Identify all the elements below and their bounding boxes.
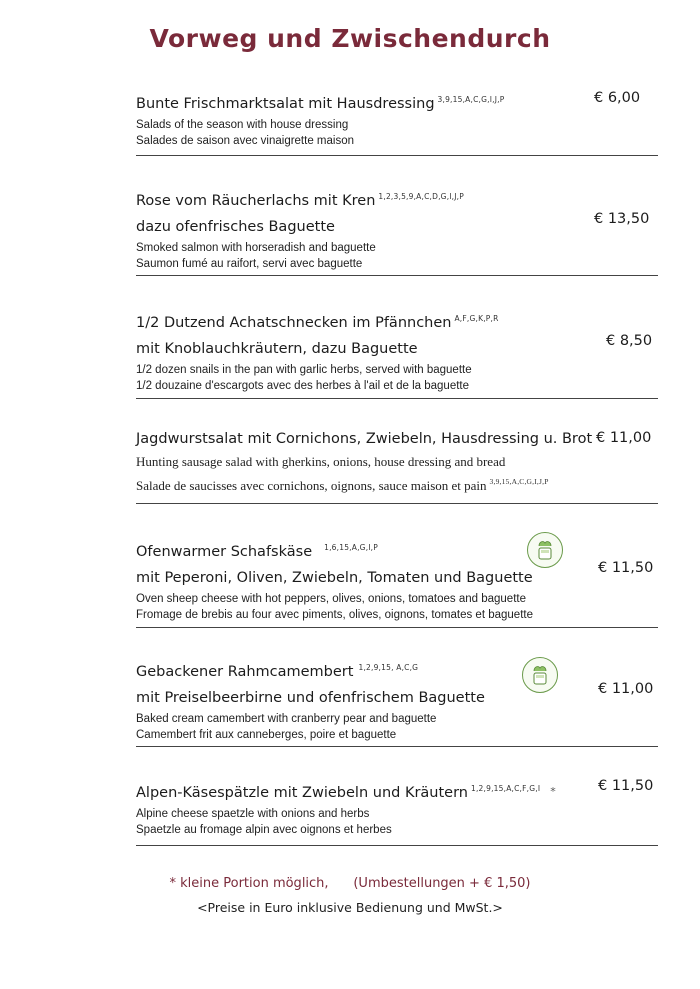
dish-description-fr: Salade de saucisses avec cornichons, oignons, sauce maison et pain <box>136 478 487 493</box>
divider <box>136 398 658 399</box>
dish-description-en: Hunting sausage salad with gherkins, onions, house dressing and bread <box>136 454 506 469</box>
dish-price: € 11,50 <box>598 778 654 794</box>
dish-description-fr: Saumon fumé au raifort, servi avec baguette <box>136 258 363 270</box>
allergen-codes: 1,6,15,A,G,I,P <box>324 543 378 552</box>
menu-item <box>136 535 666 623</box>
divider <box>136 275 658 276</box>
allergen-codes: A,F,G,K,P,R <box>454 314 499 323</box>
small-portion-text: * kleine Portion möglich, <box>169 876 329 891</box>
dish-name-line2: mit Peperoni, Oliven, Zwiebeln, Tomaten und Baguette <box>136 570 533 586</box>
dish-name-line2: mit Preiselbeerbirne und ofenfrischem Baguette <box>136 690 485 706</box>
dish-description-en: Salads of the season with house dressing <box>136 119 349 131</box>
divider <box>136 746 658 747</box>
vegetarian-badge-icon <box>527 532 563 568</box>
menu-item <box>136 184 666 272</box>
dish-description-fr: Fromage de brebis au four avec piments, olives, oignons, tomates et baguette <box>136 609 533 621</box>
dish-price: € 11,00 <box>596 430 652 446</box>
dish-name: Bunte Frischmarktsalat mit Hausdressing <box>136 96 435 112</box>
dish-price: € 11,50 <box>598 560 654 576</box>
rebooking-surcharge-text: (Umbestellungen + € 1,50) <box>353 876 531 891</box>
allergen-codes: 1,2,3,5,9,A,C,D,G,I,J,P <box>378 192 464 201</box>
menu-item <box>136 776 606 838</box>
dish-name: Jagdwurstsalat mit Cornichons, Zwiebeln, Hausdressing u. Brot <box>136 431 593 447</box>
page-title: Vorweg und Zwischendurch <box>149 24 551 53</box>
allergen-codes: 1,2,9,15,A,C,F,G,I <box>471 784 541 793</box>
dish-description-en: Smoked salmon with horseradish and baguette <box>136 242 376 254</box>
dish-description-fr: Spaetzle au fromage alpin avec oignons et herbes <box>136 824 392 836</box>
divider <box>136 155 658 156</box>
dish-description-fr: Salades de saison avec vinaigrette maison <box>136 135 354 147</box>
allergen-codes: 1,2,9,15, A,C,G <box>358 663 419 672</box>
allergen-codes: 3,9,15,A,C,G,I,J,P <box>437 95 505 104</box>
dish-description-en: Baked cream camembert with cranberry pear and baguette <box>136 713 437 725</box>
menu-item <box>136 306 666 394</box>
dish-price: € 6,00 <box>594 90 641 106</box>
dish-name-line2: mit Knoblauchkräutern, dazu Baguette <box>136 341 418 357</box>
allergen-codes: 3,9,15,A,C,G,I,J,P <box>489 477 549 486</box>
divider <box>136 503 658 504</box>
menu-item <box>136 426 606 496</box>
small-portion-note <box>0 876 700 891</box>
menu-item <box>136 87 666 149</box>
divider <box>136 845 658 846</box>
dish-name: Alpen-Käsespätzle mit Zwiebeln und Kräutern <box>136 785 468 801</box>
divider <box>136 627 658 628</box>
vegetarian-badge-icon <box>522 657 558 693</box>
dish-price: € 11,00 <box>598 681 654 697</box>
dish-description-fr: 1/2 douzaine d'escargots avec des herbes à l'ail et de la baguette <box>136 380 470 392</box>
dish-description-en: Oven sheep cheese with hot peppers, olives, onions, tomatoes and baguette <box>136 593 526 605</box>
menu-item <box>136 655 666 743</box>
dish-description-en: 1/2 dozen snails in the pan with garlic herbs, served with baguette <box>136 364 472 376</box>
dish-price: € 13,50 <box>594 211 650 227</box>
price-footer-note: <Preise in Euro inklusive Bedienung und MwSt.> <box>197 900 503 915</box>
dish-name: 1/2 Dutzend Achatschnecken im Pfännchen <box>136 315 452 331</box>
dish-price: € 8,50 <box>606 333 653 349</box>
dish-name: Ofenwarmer Schafskäse <box>136 544 313 560</box>
dish-name: Rose vom Räucherlachs mit Kren <box>136 193 376 209</box>
dish-description-fr: Camembert frit aux canneberges, poire et baguette <box>136 729 397 741</box>
dish-description-en: Alpine cheese spaetzle with onions and herbs <box>136 808 370 820</box>
dish-name: Gebackener Rahmcamembert <box>136 664 354 680</box>
dish-name-line2: dazu ofenfrisches Baguette <box>136 219 335 235</box>
small-portion-marker: * <box>550 785 556 798</box>
